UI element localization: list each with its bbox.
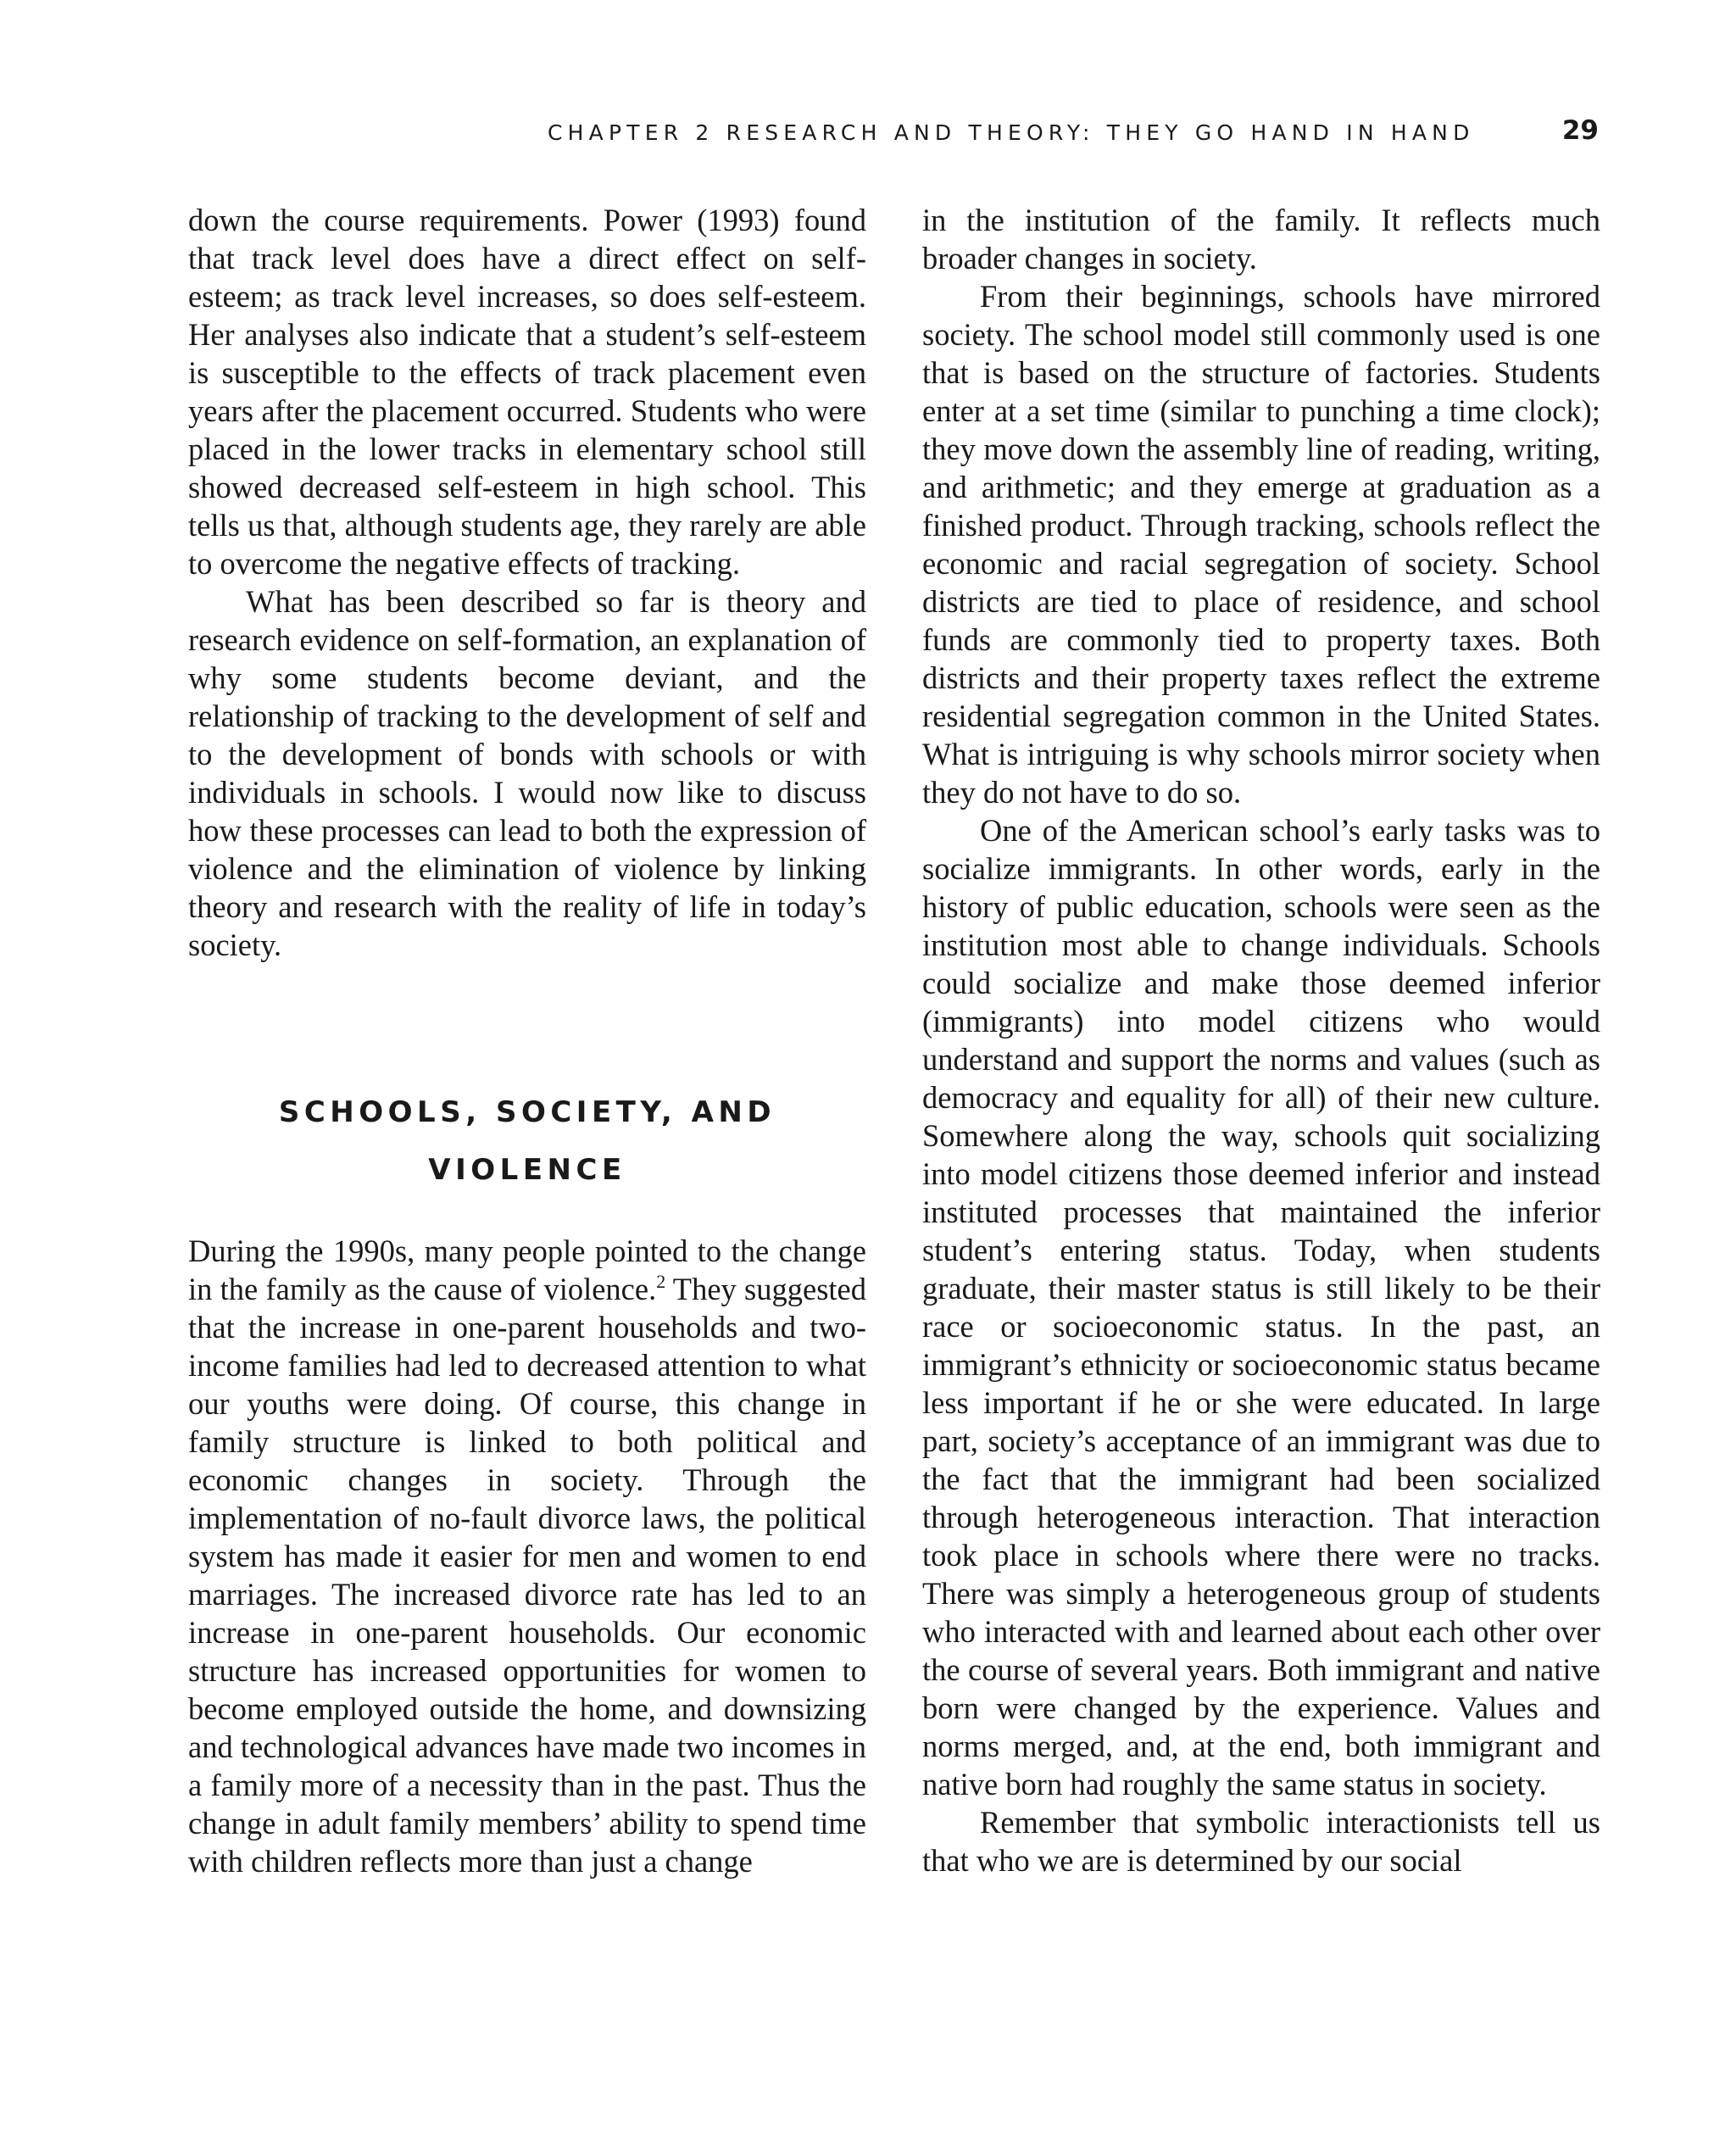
paragraph: From their beginnings, schools have mirrored society. The school model still commonly used is one that is based on the structure of factories. Students enter at a set time (similar to punching a time clock); they move down the assembly line of reading, writing, and arithmetic; and they emerge at graduation as a finished product. Through tracking, schools reflect the economic and racial segregation of society. School districts are tied to place of residence, and school funds are commonly tied to property taxes. Both districts and their property taxes reflect the extreme residential segregation common in the United States. What is intriguing is why schools mirror society when they do not have to do so.	[922, 279, 1600, 810]
running-head	[548, 115, 1599, 158]
section-heading	[188, 1083, 866, 1199]
left-column	[188, 201, 866, 1880]
paragraph	[188, 1232, 866, 1880]
paragraph: One of the American school’s early tasks was to socialize immigrants. In other words, early in the history of public education, schools were seen as the institution most able to change individuals. Schools could socialize and make those deemed inferior (immigrants) into model citizens who would understand and support the norms and values (such as democracy and equality for all) of their new culture. Somewhere along the way, schools quit socializing into model citizens those deemed inferior and instead instituted processes that maintained the inferior student’s entering status. Today, when students graduate, their master status is still likely to be their race or socioeconomic status. In the past, an immigrant’s ethnicity or socioeconomic status became less important if he or she were educated. In large part, society’s acceptance of an immigrant was due to the fact that the immigrant had been socialized through heterogeneous interaction. That interaction took place in schools where there were no tracks. There was simply a heterogeneous group of students who interacted with and learned about each other over the course of several years. Both immigrant and native born were changed by the experience. Values and norms merged, and, at the end, both immigrant and native born had roughly the same status in society.	[922, 813, 1600, 1801]
section-heading-line: SCHOOLS, SOCIETY, AND	[278, 1095, 776, 1129]
section-heading-line: VIOLENCE	[428, 1153, 626, 1187]
right-column	[922, 201, 1600, 1879]
chapter-title: CHAPTER 2 RESEARCH AND THEORY: THEY GO HAND IN HAND	[548, 120, 1475, 145]
paragraph-text: During the 1990s, many people pointed to the change in the family as the cause of violence.	[188, 1233, 866, 1306]
paragraph: down the course requirements. Power (1993) found that track level does have a direct effect on self-esteem; as track level increases, so does self-esteem. Her analyses also indicate that a student’s self-esteem is susceptible to the effects of track placement even years after the placement occurred. Students who were placed in the lower tracks in elementary school still showed decreased self-esteem in high school. This tells us that, although students age, they rarely are able to overcome the negative effects of tracking.	[188, 203, 866, 581]
paragraph: in the institution of the family. It reflects much broader changes in society.	[922, 203, 1600, 276]
footnote-marker[interactable]: 2	[656, 1271, 666, 1292]
paragraph: What has been described so far is theory and research evidence on self-formation, an explanation of why some students become deviant, and the relationship of tracking to the development of self and to the development of bonds with schools or with individuals in schools. I would now like to discuss how these processes can lead to both the expression of violence and the elimination of violence by linking theory and research with the reality of life in today’s society.	[188, 584, 866, 962]
paragraph: Remember that symbolic interactionists tell us that who we are is determined by our social	[922, 1805, 1600, 1878]
paragraph-text: They suggested that the increase in one-parent households and two-income families had led to decreased attention to what our youths were doing. Of course, this change in family structure is linked to both political and economic changes in society. Through the implementation of no-fault divorce laws, the political system has made it easier for men and women to end marriages. The increased divorce rate has led to an increase in one-parent households. Our economic structure has increased opportunities for women to become employed outside the home, and downsizing and technological advances have made two incomes in a family more of a necessity than in the past. Thus the change in adult family members’ ability to spend time with children reflects more than just a change	[188, 1272, 866, 1879]
page-number: 29	[1561, 115, 1599, 146]
